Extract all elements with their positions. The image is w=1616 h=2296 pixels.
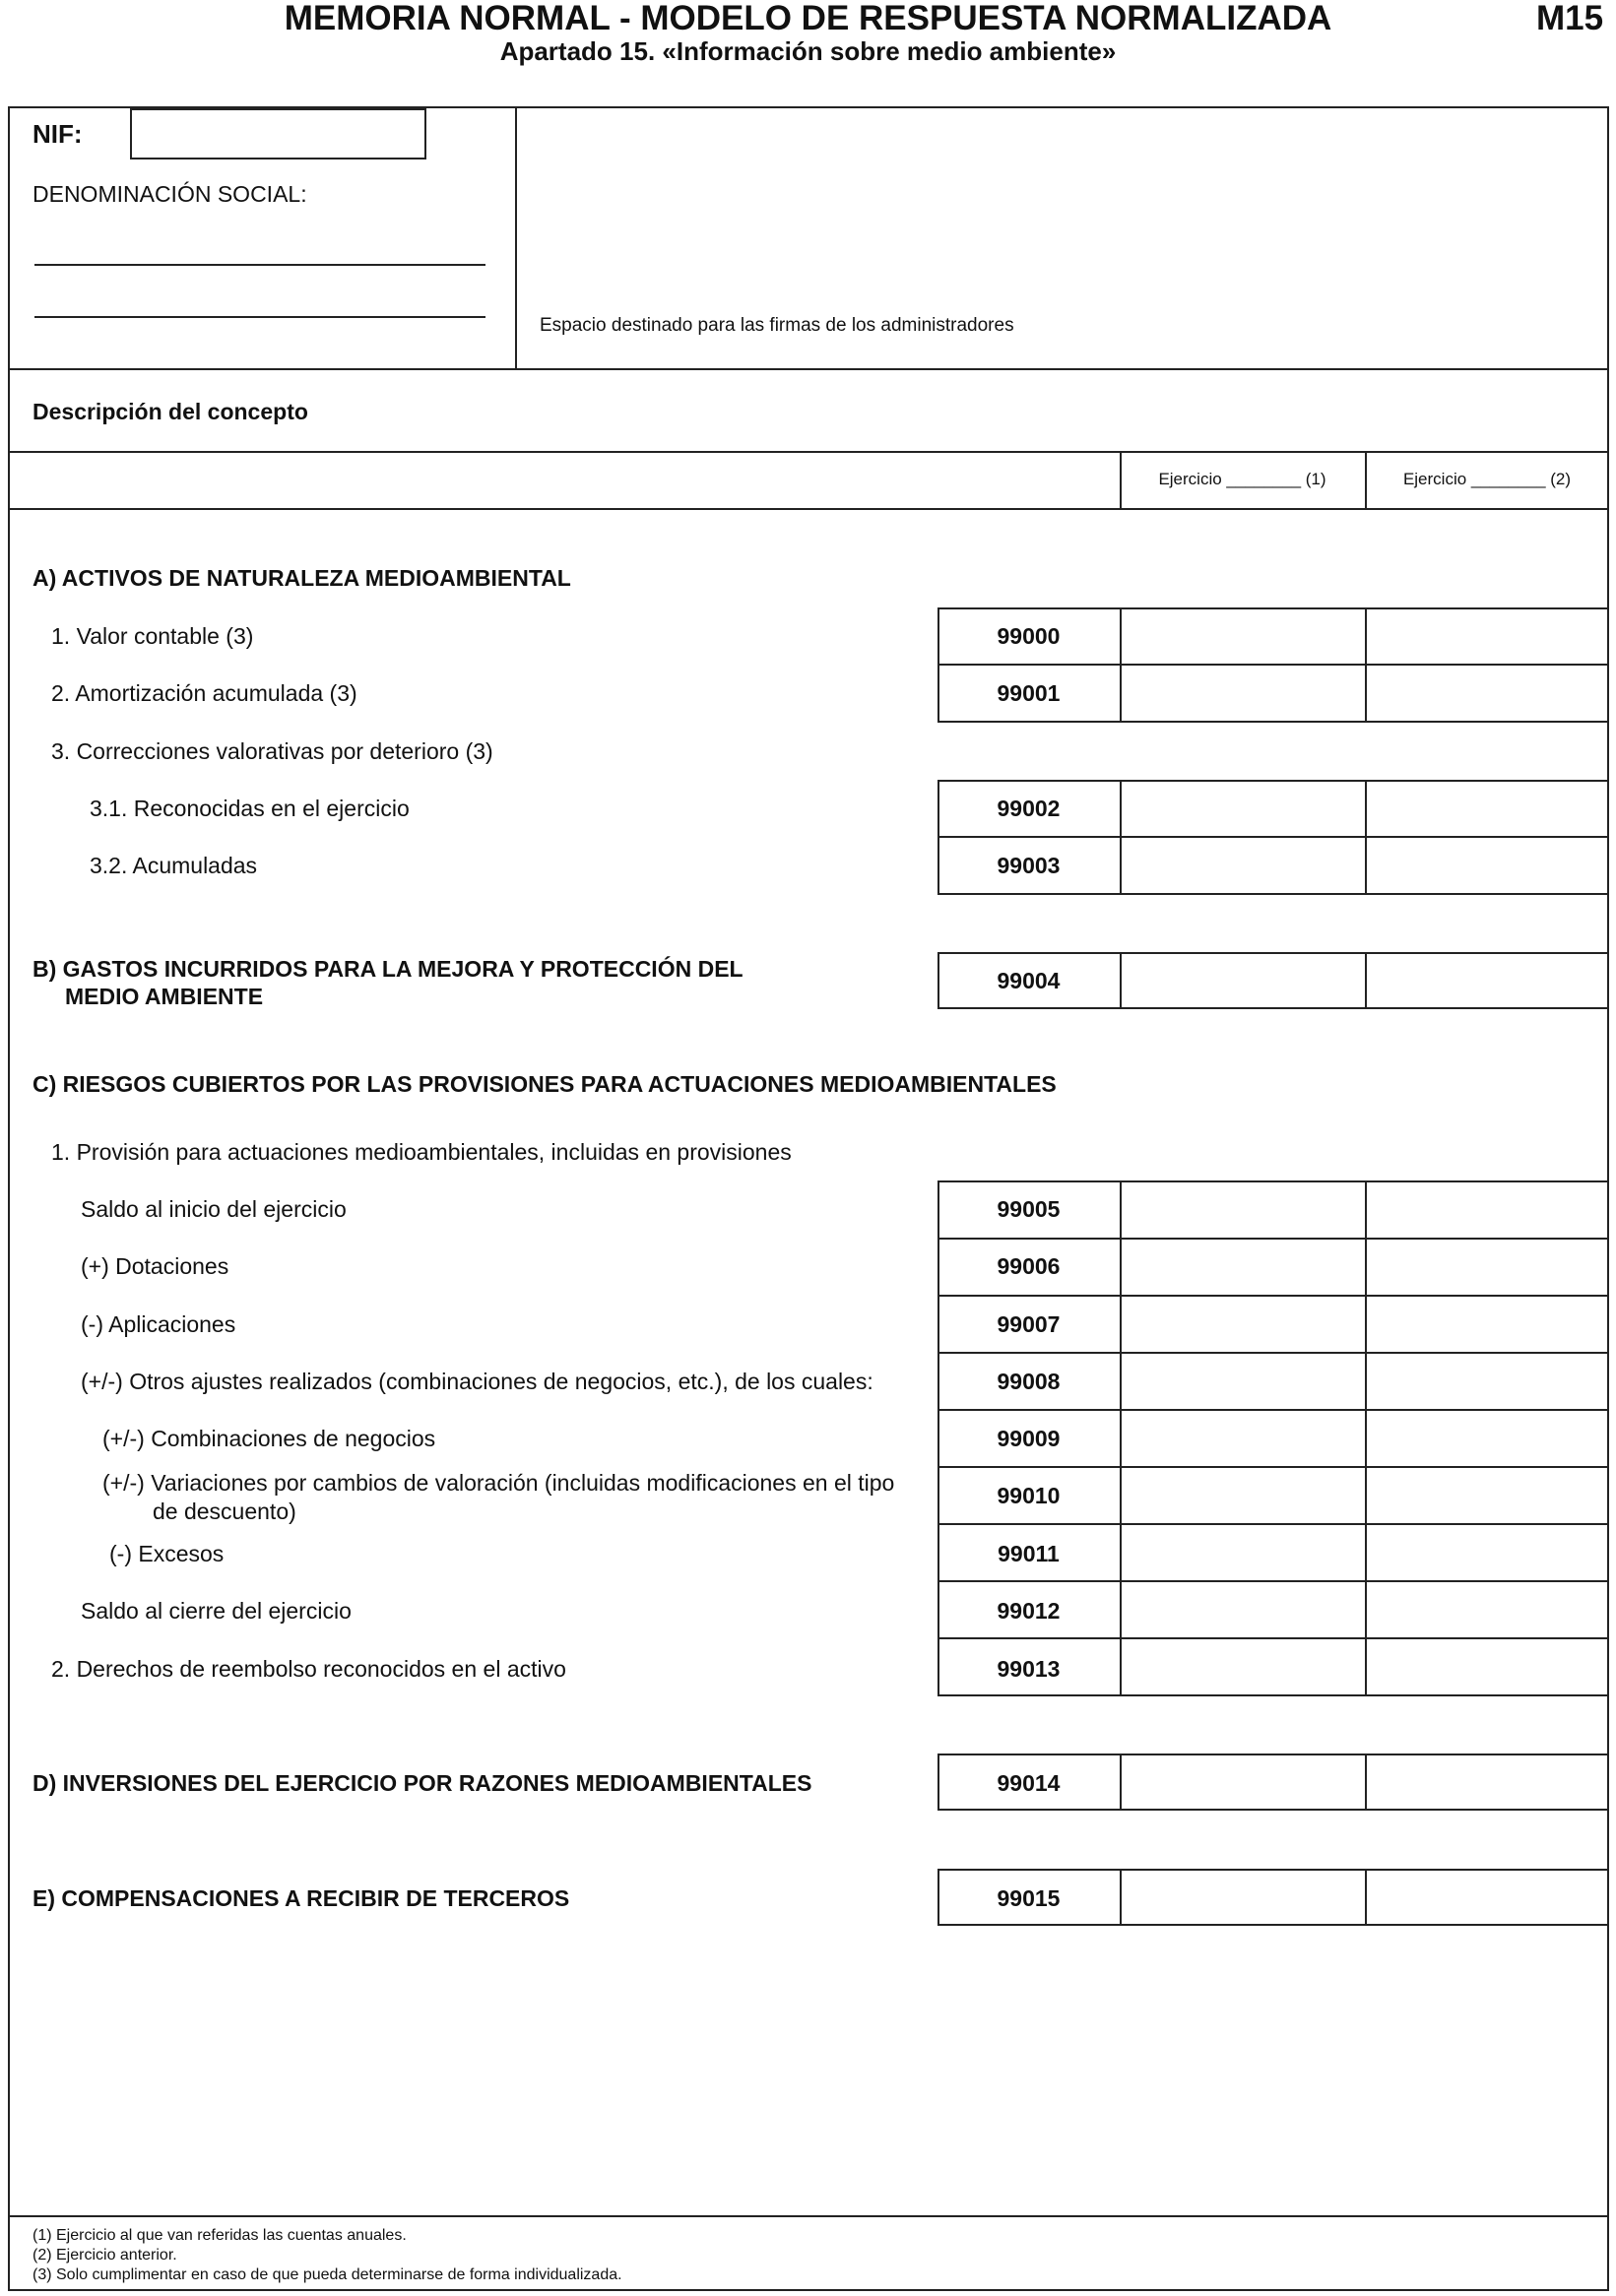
row-label: 3. Correcciones valorativas por deterioro (3)	[51, 738, 493, 764]
value-cell-ej2[interactable]	[1367, 782, 1608, 835]
code-99004: 99004	[997, 968, 1061, 993]
value-cell-ej2[interactable]	[1367, 609, 1608, 663]
code-99000: 99000	[997, 623, 1061, 649]
code-99006: 99006	[997, 1253, 1061, 1279]
code-99013: 99013	[997, 1656, 1061, 1682]
row-label: 2. Derechos de reembolso reconocidos en el activo	[51, 1656, 566, 1682]
footnote-3: (3) Solo cumplimentar en caso de que pueda determinarse de forma individualizada.	[32, 2266, 622, 2283]
code-99007: 99007	[997, 1311, 1061, 1337]
nif-field[interactable]	[130, 108, 426, 159]
value-cell-ej2[interactable]	[1367, 666, 1608, 721]
row-label: (+) Dotaciones	[81, 1253, 229, 1279]
concept-rule	[8, 451, 1609, 453]
grid-rule	[937, 1466, 1609, 1468]
grid-rule	[937, 1523, 1609, 1525]
id-divider	[515, 106, 517, 369]
section-e-title: E) COMPENSACIONES A RECIBIR DE TERCEROS	[32, 1885, 570, 1911]
code-99015: 99015	[997, 1885, 1061, 1911]
footnote-2: (2) Ejercicio anterior.	[32, 2247, 177, 2264]
value-cell-ej2[interactable]	[1367, 1871, 1608, 1924]
row-label: Saldo al cierre del ejercicio	[81, 1598, 352, 1624]
row-label-cont: de descuento)	[153, 1499, 296, 1524]
grid-col-rule	[1120, 1180, 1122, 1696]
code-99002: 99002	[997, 796, 1061, 821]
col2-header: Ejercicio ________ (2)	[1402, 470, 1572, 488]
grid-rule	[937, 1409, 1609, 1411]
nif-label: NIF:	[32, 119, 83, 149]
row-label: (-) Excesos	[109, 1541, 225, 1566]
row-label: Saldo al inicio del ejercicio	[81, 1196, 347, 1222]
row-label: (+/-) Otros ajustes realizados (combinaciones de negocios, etc.), de los cuales:	[81, 1369, 873, 1394]
section-b-title: B) GASTOS INCURRIDOS PARA LA MEJORA Y PROTECCIÓN DEL	[32, 956, 743, 982]
value-cell-ej2[interactable]	[1367, 1755, 1608, 1809]
value-cell-ej1[interactable]	[1122, 838, 1364, 893]
col1-header: Ejercicio ________ (1)	[1158, 470, 1326, 488]
section-c-title: C) RIESGOS CUBIERTOS POR LAS PROVISIONES PARA ACTUACIONES MEDIOAMBIENTALES	[32, 1071, 1057, 1097]
value-cell-ej1[interactable]	[1122, 782, 1364, 835]
denominacion-line-2[interactable]	[34, 316, 485, 318]
concept-header: Descripción del concepto	[32, 399, 308, 424]
value-cell-ej1[interactable]	[1122, 954, 1364, 1007]
value-cell-ej1[interactable]	[1122, 666, 1364, 721]
code-99008: 99008	[997, 1369, 1061, 1394]
code-99011: 99011	[998, 1541, 1060, 1566]
page-subtitle: Apartado 15. «Información sobre medio ambiente»	[499, 36, 1117, 66]
columns-rule	[8, 508, 1609, 510]
model-code: M15	[1536, 0, 1604, 37]
grid-rule	[937, 1352, 1609, 1354]
value-cell-ej2[interactable]	[1367, 954, 1608, 1007]
value-cell-ej1[interactable]	[1122, 609, 1364, 663]
code-99001: 99001	[997, 680, 1061, 706]
page-title: MEMORIA NORMAL - MODELO DE RESPUESTA NORMALIZADA	[284, 0, 1332, 37]
code-99010: 99010	[997, 1483, 1061, 1508]
code-99014: 99014	[997, 1770, 1061, 1796]
row-label: 1. Provisión para actuaciones medioambientales, incluidas en provisiones	[51, 1139, 792, 1165]
signatures-label: Espacio destinado para las firmas de los administradores	[540, 315, 1014, 336]
footnote-1: (1) Ejercicio al que van referidas las cuentas anuales.	[32, 2227, 407, 2244]
code-99005: 99005	[997, 1196, 1061, 1222]
grid-col-rule	[1365, 1180, 1367, 1696]
grid-rule	[937, 1580, 1609, 1582]
section-a-title: A) ACTIVOS DE NATURALEZA MEDIOAMBIENTAL	[32, 565, 571, 591]
code-99003: 99003	[997, 853, 1061, 878]
footnote-rule	[8, 2215, 1609, 2217]
denominacion-line-1[interactable]	[34, 264, 485, 266]
grid-rule	[937, 1637, 1609, 1639]
row-label: 1. Valor contable (3)	[51, 623, 254, 649]
row-label: 3.2. Acumuladas	[90, 853, 258, 878]
row-label: (+/-) Combinaciones de negocios	[102, 1426, 436, 1451]
section-d-title: D) INVERSIONES DEL EJERCICIO POR RAZONES MEDIOAMBIENTALES	[32, 1770, 812, 1796]
grid-rule	[937, 1295, 1609, 1297]
row-label: 2. Amortización acumulada (3)	[51, 680, 357, 706]
row-label: (-) Aplicaciones	[81, 1311, 236, 1337]
value-cell-ej2[interactable]	[1367, 838, 1608, 893]
id-bottom-rule	[8, 368, 1609, 370]
grid-rule	[937, 1238, 1609, 1240]
row-label: 3.1. Reconocidas en el ejercicio	[90, 796, 410, 821]
section-b-title-2: MEDIO AMBIENTE	[65, 984, 264, 1009]
value-cell-ej1[interactable]	[1122, 1755, 1364, 1809]
row-label: (+/-) Variaciones por cambios de valoración (incluidas modificaciones en el tipo	[102, 1470, 895, 1496]
code-99009: 99009	[997, 1426, 1061, 1451]
denominacion-label: DENOMINACIÓN SOCIAL:	[32, 181, 307, 207]
code-99012: 99012	[997, 1598, 1061, 1624]
value-cell-ej1[interactable]	[1122, 1871, 1364, 1924]
